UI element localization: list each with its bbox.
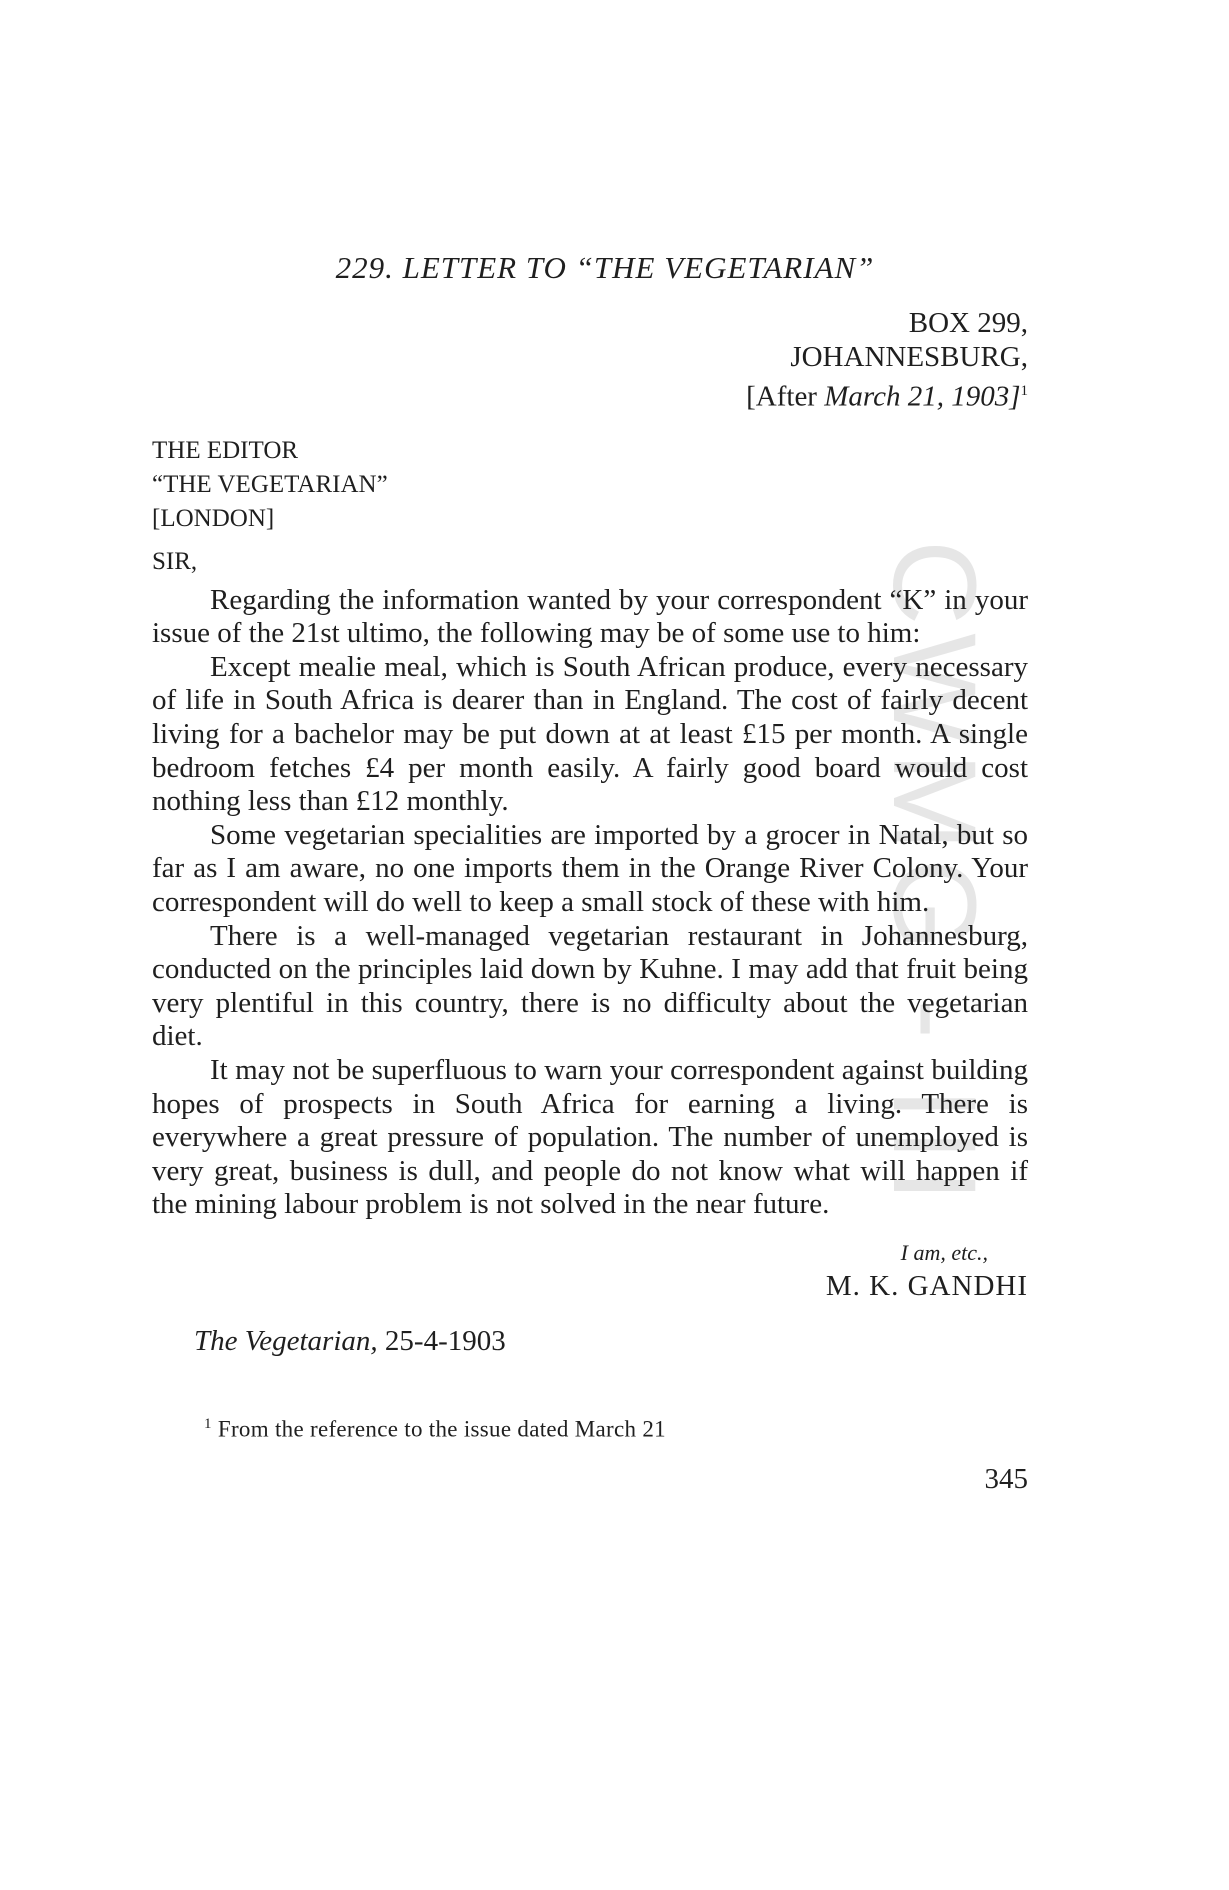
address-line: BOX 299, bbox=[908, 307, 1028, 339]
date-prefix: [After bbox=[746, 380, 825, 413]
source-date: 25-4-1903 bbox=[377, 1324, 506, 1357]
signature: M. K. GANDHI bbox=[825, 1269, 1028, 1302]
addressee-line: [LONDON] bbox=[152, 504, 275, 532]
salutation: SIR, bbox=[152, 547, 198, 575]
letter-date bbox=[152, 374, 1028, 414]
addressee-line: THE EDITOR bbox=[152, 436, 299, 464]
source-citation bbox=[152, 1325, 1028, 1358]
source-title: The Vegetarian, bbox=[194, 1324, 378, 1357]
addressee bbox=[152, 434, 1028, 536]
footnote-text: From the reference to the issue dated March 21 bbox=[211, 1416, 666, 1442]
watermark: CWMG - III bbox=[868, 540, 1000, 1210]
footnote-mark: 1 bbox=[204, 1415, 212, 1432]
document-page bbox=[152, 250, 1028, 1496]
sender-address bbox=[152, 306, 1028, 414]
body-paragraph: Except mealie meal, which is South African produce, every necessary of life in South Africa is dearer than in England. The cost of fairly decent living for a bachelor may be put down at at least £15 per month. A single bedroom fetches £4 per month easily. A fairly good board would cost nothing less than £12 monthly. bbox=[152, 650, 1028, 818]
closing: I am, etc., bbox=[900, 1239, 988, 1265]
page-number: 345 bbox=[984, 1462, 1028, 1495]
footnote bbox=[152, 1416, 1028, 1443]
body-paragraph: Some vegetarian specialities are imported by a grocer in Natal, but so far as I am aware, no one imports them in the Orange River Colony. Your correspondent will do well to keep a small stock of these with him. bbox=[152, 818, 1028, 918]
letter-title: 229. LETTER TO “THE VEGETARIAN” bbox=[335, 250, 875, 285]
address-line: JOHANNESBURG, bbox=[790, 341, 1028, 373]
body-paragraph: There is a well-managed vegetarian restaurant in Johannesburg, conducted on the principles laid down by Kuhne. I may add that fruit being very plentiful in this country, there is no difficulty about the vegetarian diet. bbox=[152, 919, 1028, 1053]
body-paragraph: It may not be superfluous to warn your correspondent against building hopes of prospects in South Africa for earning a living. There is everywhere a great pressure of population. The number of unemployed is very great, business is dull, and people do not know what will happen if the mining labour problem is not solved in the near future. bbox=[152, 1053, 1028, 1221]
date-footnote-mark: 1 bbox=[1020, 383, 1028, 399]
addressee-line: “THE VEGETARIAN” bbox=[152, 470, 388, 498]
date-value: March 21, 1903] bbox=[824, 380, 1021, 413]
body-paragraph: Regarding the information wanted by your correspondent “K” in your issue of the 21st ultimo, the following may be of some use to him: bbox=[152, 583, 1028, 650]
